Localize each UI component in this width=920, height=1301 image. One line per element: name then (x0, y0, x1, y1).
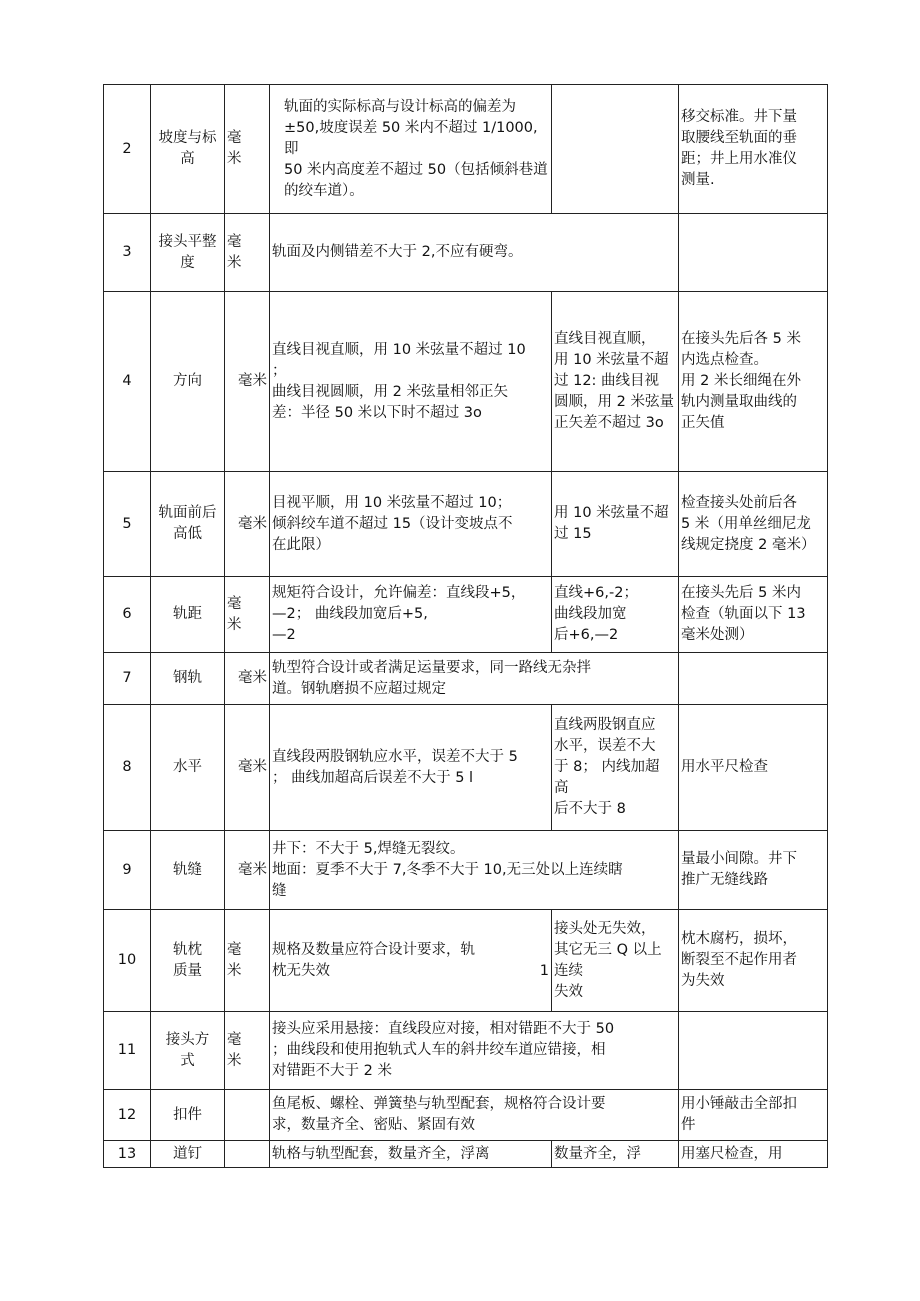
row-number: 3 (104, 214, 151, 292)
item-name: 扣件 (151, 1090, 225, 1141)
requirement: 直线段两股钢轨应水平，误差不大于 5 ； 曲线加超高后误差不大于 5 l (270, 705, 552, 831)
item-name: 轨距 (151, 577, 225, 653)
requirement: 直线目视直顺，用 10 米弦量不超过 10 ； 曲线目视圆顺，用 2 米弦量相邻正矢 差：半径 50 米以下时不超过 3o (270, 292, 552, 472)
row-number: 5 (104, 472, 151, 577)
requirement (270, 910, 552, 1012)
table-row (104, 1090, 828, 1141)
alt-requirement: 直线目视直顺， 用 10 米弦量不超 过 12: 曲线目视 圆顺，用 2 米弦量 正矢差不超过 3o (552, 292, 679, 472)
alt-requirement: 直线+6,-2； 曲线段加宽 后+6,—2 (552, 577, 679, 653)
item-name: 方向 (151, 292, 225, 472)
unit: 毫米 (225, 472, 270, 577)
row-number: 11 (104, 1012, 151, 1090)
inspection-method: 枕木腐朽，损坏， 断裂至不起作用者 为失效 (679, 910, 828, 1012)
table-row (104, 472, 828, 577)
alt-requirement: 用 10 米弦量不超 过 15 (552, 472, 679, 577)
requirement: 轨型符合设计或者满足运量要求，同一路线无杂拌 道。钢轨磨损不应超过规定 (270, 653, 679, 705)
inspection-method (679, 214, 828, 292)
requirement-line-2 (272, 961, 549, 982)
inspection-method: 量最小间隙。井下 推广无缝线路 (679, 831, 828, 910)
inspection-method: 在接头先后 5 米内 检查（轨面以下 13 毫米处测） (679, 577, 828, 653)
unit: 毫 米 (225, 1012, 270, 1090)
table-row (104, 653, 828, 705)
table-row (104, 292, 828, 472)
row-number: 4 (104, 292, 151, 472)
unit: 毫 米 (225, 910, 270, 1012)
row-number: 2 (104, 85, 151, 214)
table-row (104, 705, 828, 831)
table-row (104, 1012, 828, 1090)
row-number: 9 (104, 831, 151, 910)
unit: 毫 米 (225, 85, 270, 214)
unit: 毫 米 (225, 577, 270, 653)
inspection-method (679, 1012, 828, 1090)
table-row (104, 910, 828, 1012)
table-row (104, 1141, 828, 1168)
requirement-mark: 1 (539, 962, 549, 979)
unit: 毫米 (225, 831, 270, 910)
unit: 毫米 (225, 292, 270, 472)
requirement: 鱼尾板、螺栓、弹簧垫与轨型配套，规格符合设计要 求，数量齐全、密贴、紧固有效 (270, 1090, 679, 1141)
item-name: 接头平整 度 (151, 214, 225, 292)
unit (225, 1141, 270, 1168)
inspection-method: 在接头先后各 5 米 内选点检查。 用 2 米长细绳在外 轨内测量取曲线的 正矢值 (679, 292, 828, 472)
alt-requirement: 接头处无失效， 其它无三 Q 以上 连续 失效 (552, 910, 679, 1012)
item-name: 轨枕 质量 (151, 910, 225, 1012)
table-row (104, 214, 828, 292)
requirement: 轨格与轨型配套，数量齐全，浮离 (270, 1141, 552, 1168)
item-name: 道钉 (151, 1141, 225, 1168)
requirement: 轨面的实际标高与设计标高的偏差为 ±50,坡度误差 50 米内不超过 1/1000,即 50 米内高度差不超过 50（包括倾斜巷道 的绞车道）。 (270, 85, 552, 214)
alt-requirement: 数量齐全，浮 (552, 1141, 679, 1168)
requirement-text: 枕无失效 (272, 962, 330, 979)
requirement: 轨面及内侧错差不大于 2,不应有硬弯。 (270, 214, 679, 292)
row-number: 13 (104, 1141, 151, 1168)
requirement: 规矩符合设计，允许偏差：直线段+5， —2； 曲线段加宽后+5, —2 (270, 577, 552, 653)
inspection-method: 用小锤敲击全部扣 件 (679, 1090, 828, 1141)
row-number: 12 (104, 1090, 151, 1141)
unit: 毫米 (225, 705, 270, 831)
unit: 毫米 (225, 653, 270, 705)
row-number: 8 (104, 705, 151, 831)
inspection-method: 用水平尺检查 (679, 705, 828, 831)
alt-requirement: 直线两股钢直应 水平，误差不大 于 8； 内线加超 高 后不大于 8 (552, 705, 679, 831)
item-name: 轨面前后 高低 (151, 472, 225, 577)
table-row (104, 831, 828, 910)
requirement: 目视平顺，用 10 米弦量不超过 10； 倾斜绞车道不超过 15（设计变坡点不 在此限） (270, 472, 552, 577)
inspection-method: 移交标准。井下量 取腰线至轨面的垂 距；井上用水准仪 测量. (679, 85, 828, 214)
item-name: 轨缝 (151, 831, 225, 910)
inspection-method (679, 653, 828, 705)
track-inspection-table (103, 84, 828, 1168)
row-number: 7 (104, 653, 151, 705)
alt-requirement (552, 85, 679, 214)
item-name: 水平 (151, 705, 225, 831)
inspection-method: 用塞尺检查，用 (679, 1141, 828, 1168)
requirement-line: 规格及数量应符合设计要求，轨 (272, 941, 475, 958)
table-row (104, 577, 828, 653)
item-name: 坡度与标 高 (151, 85, 225, 214)
row-number: 6 (104, 577, 151, 653)
inspection-method: 检查接头处前后各 5 米（用单丝细尼龙 线规定挠度 2 毫米） (679, 472, 828, 577)
row-number: 10 (104, 910, 151, 1012)
item-name: 接头方 式 (151, 1012, 225, 1090)
table-row (104, 85, 828, 214)
unit: 毫 米 (225, 214, 270, 292)
requirement: 井下：不大于 5,焊缝无裂纹。 地面：夏季不大于 7,冬季不大于 10,无三处以上连续瞎 缝 (270, 831, 679, 910)
item-name: 钢轨 (151, 653, 225, 705)
requirement: 接头应采用悬接：直线段应对接，相对错距不大于 50 ；曲线段和使用抱轨式人车的斜井绞车道应错接，相 对错距不大于 2 米 (270, 1012, 679, 1090)
unit (225, 1090, 270, 1141)
